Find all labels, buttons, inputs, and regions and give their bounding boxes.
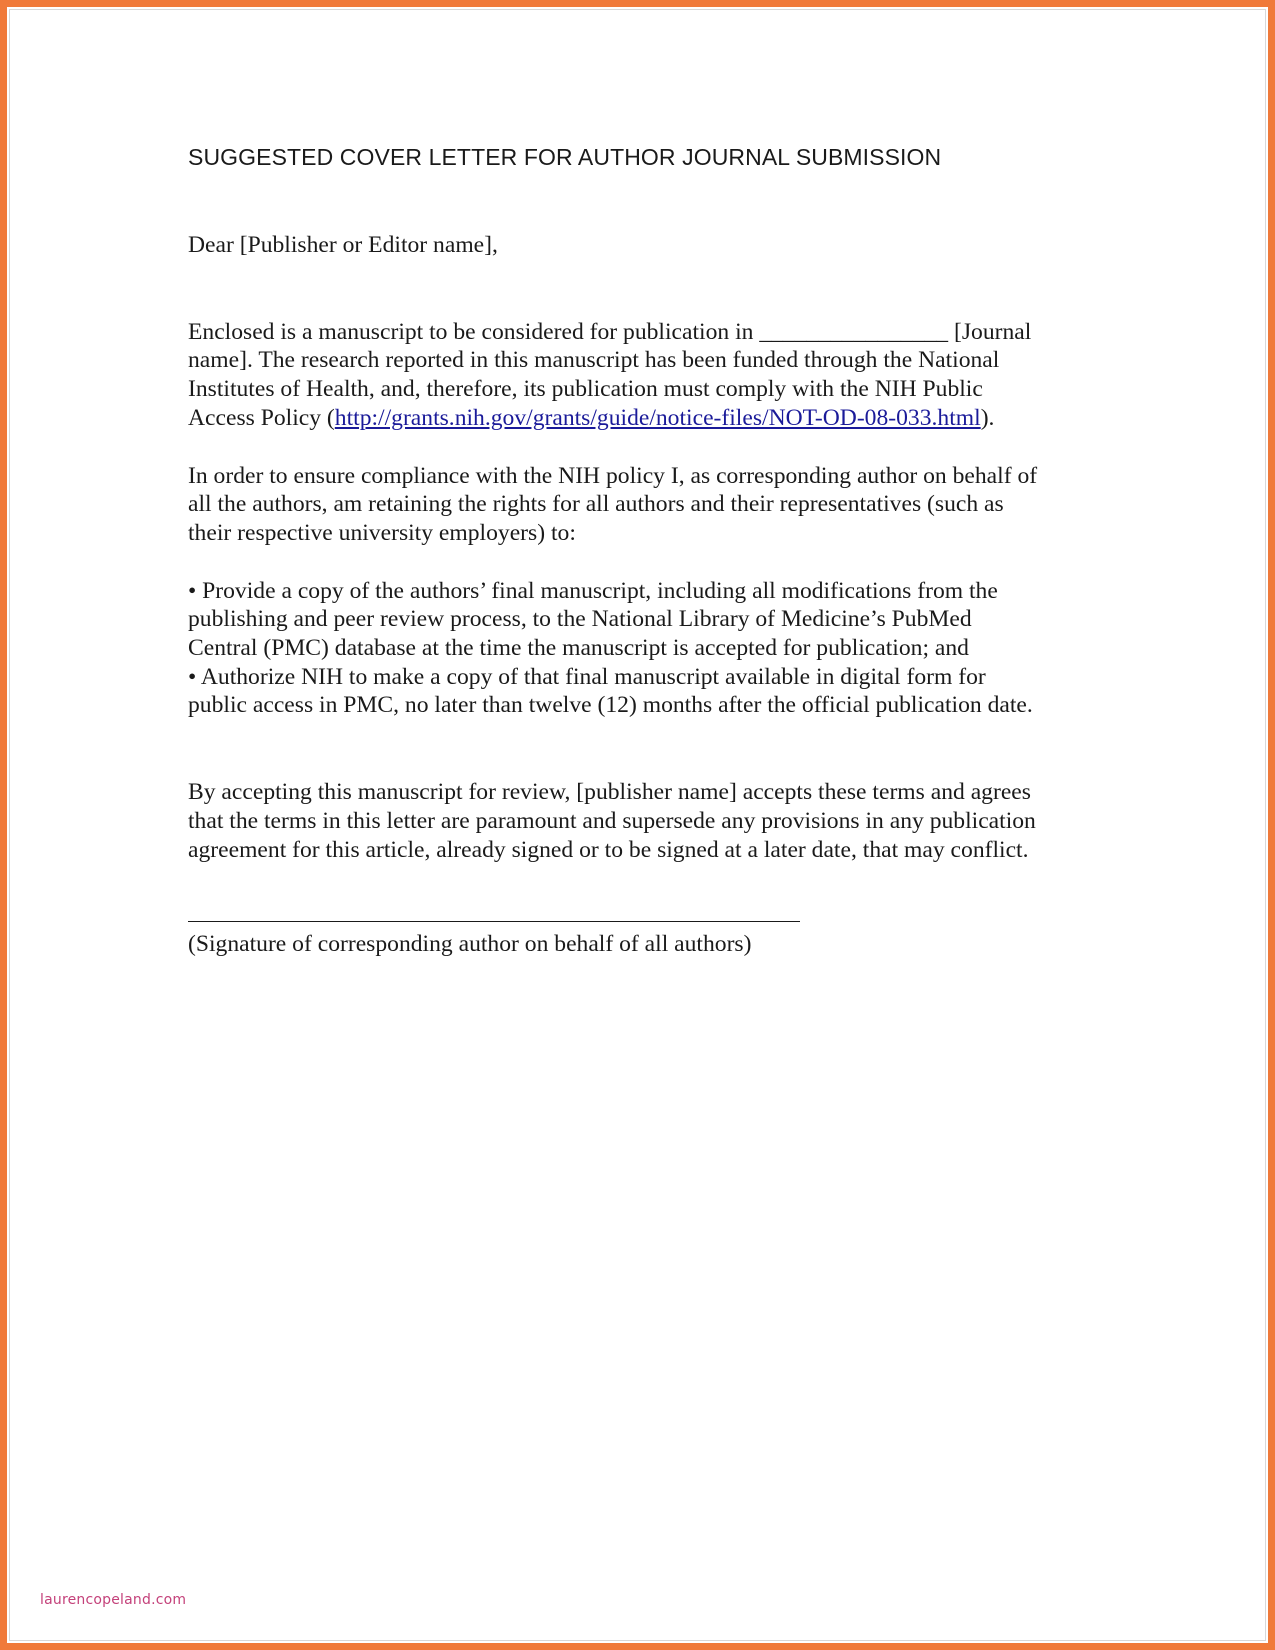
paragraph-line: In order to ensure compliance with the NIH policy I, as corresponding author on behalf of	[188, 462, 1038, 489]
watermark-text: laurencopeland.com	[40, 1592, 187, 1608]
rights-bullet-list	[188, 577, 1108, 721]
access-policy-prefix: Access Policy (	[188, 404, 335, 431]
bullet-line: public access in PMC, no later than twelve (12) months after the official publication date.	[188, 692, 1033, 719]
paragraph-line: all the authors, am retaining the rights for all authors and their representatives (such as	[188, 491, 1004, 518]
bullet-line: publishing and peer review process, to the National Library of Medicine’s PubMed	[188, 606, 972, 633]
bullet-provide-copy: • Provide a copy of the authors’ final manuscript, including all modifications from the	[188, 577, 998, 604]
signature-caption: (Signature of corresponding author on behalf of all authors)	[188, 931, 752, 958]
paragraph-acceptance-terms	[188, 778, 1108, 864]
paragraph-line: Enclosed is a manuscript to be considered for publication in ________________ [Journal	[188, 318, 1032, 345]
paragraph-enclosed-manuscript	[188, 318, 1108, 433]
salutation: Dear [Publisher or Editor name],	[188, 232, 498, 258]
access-policy-suffix: ).	[980, 404, 995, 431]
nih-policy-link[interactable]: http://grants.nih.gov/grants/guide/notice-files/NOT-OD-08-033.html	[334, 404, 981, 431]
paragraph-line: name]. The research reported in this manuscript has been funded through the National	[188, 347, 1000, 374]
paragraph-compliance	[188, 462, 1108, 548]
paragraph-line: that the terms in this letter are paramount and supersede any provisions in any publication	[188, 807, 1036, 834]
paragraph-line: agreement for this article, already signed or to be signed at a later date, that may conflict.	[188, 836, 1029, 863]
signature-line	[188, 921, 800, 922]
signature-block	[188, 921, 1108, 959]
bullet-line: Central (PMC) database at the time the manuscript is accepted for publication; and	[188, 635, 969, 662]
paragraph-line: Institutes of Health, and, therefore, its publication must comply with the NIH Public	[188, 376, 983, 403]
paragraph-line	[188, 404, 1108, 433]
bullet-authorize-nih: • Authorize NIH to make a copy of that final manuscript available in digital form for	[188, 663, 986, 690]
paragraph-line: By accepting this manuscript for review, [publisher name] accepts these terms and agrees	[188, 779, 1031, 806]
paragraph-line: their respective university employers) to:	[188, 519, 576, 546]
cover-letter	[188, 143, 1108, 959]
letter-title: SUGGESTED COVER LETTER FOR AUTHOR JOURNAL SUBMISSION	[188, 144, 942, 170]
